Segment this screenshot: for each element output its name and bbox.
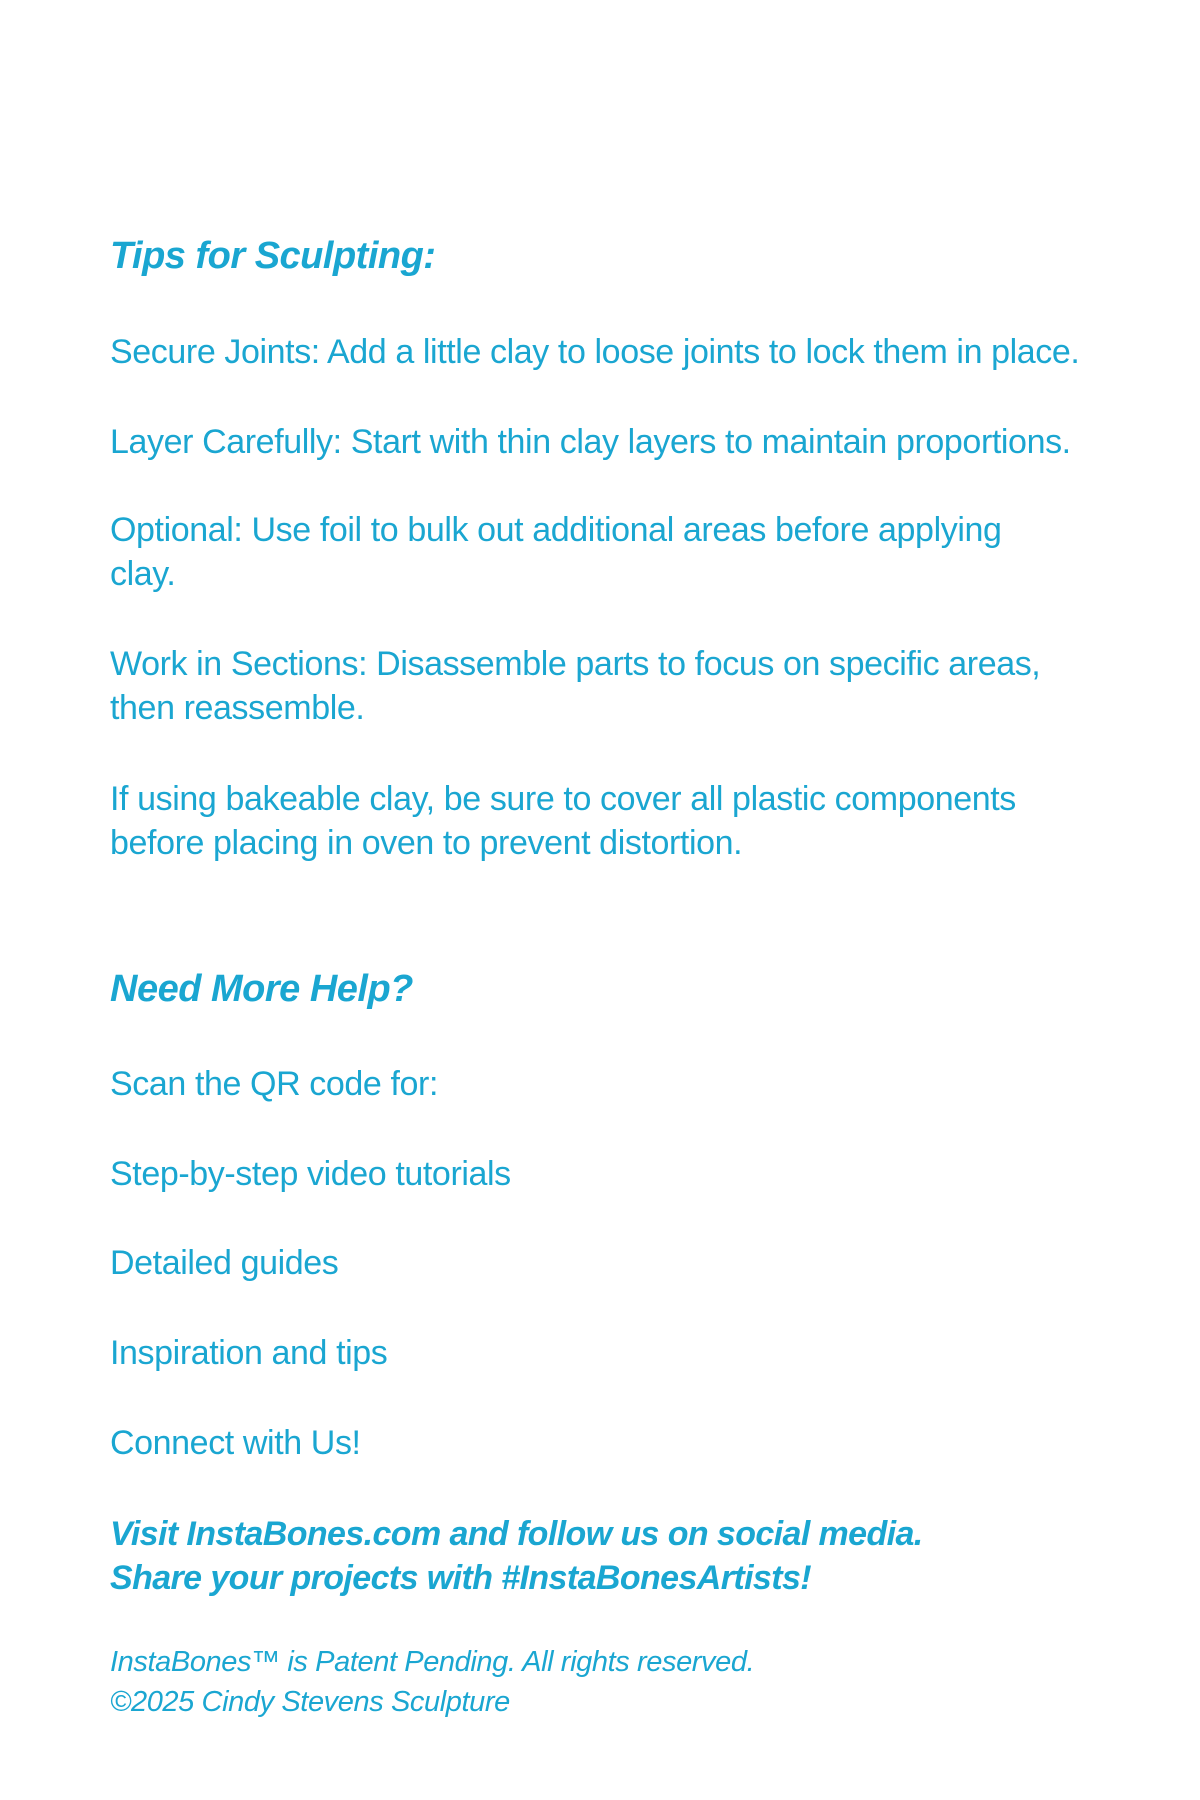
tip-optional-foil: Optional: Use foil to bulk out additional areas before applying clay.	[110, 511, 1002, 593]
call-to-action	[110, 1512, 923, 1600]
patent-notice: InstaBones™ is Patent Pending. All rights reserved.	[110, 1646, 755, 1678]
help-item-detailed-guides: Detailed guides	[110, 1244, 339, 1282]
tip-work-in-sections: Work in Sections: Disassemble parts to focus on specific areas, then reassemble.	[110, 645, 1041, 727]
tip-secure-joints: Secure Joints: Add a little clay to loose joints to lock them in place.	[110, 333, 1080, 371]
cta-share-line: Share your projects with #InstaBonesArtists!	[110, 1559, 811, 1597]
help-item-video-tutorials: Step-by-step video tutorials	[110, 1155, 511, 1193]
help-item-inspiration: Inspiration and tips	[110, 1334, 388, 1372]
tip-layer-carefully: Layer Carefully: Start with thin clay layers to maintain proportions.	[110, 423, 1071, 461]
copyright-notice: ©2025 Cindy Stevens Sculpture	[110, 1686, 510, 1718]
legal-notice	[110, 1642, 754, 1722]
tips-heading: Tips for Sculpting:	[110, 235, 436, 277]
help-intro: Scan the QR code for:	[110, 1065, 438, 1103]
tip-bakeable-clay: If using bakeable clay, be sure to cover all plastic components before placing in oven to prevent distortion.	[110, 780, 1016, 862]
cta-visit-line: Visit InstaBones.com and follow us on social media.	[110, 1515, 923, 1553]
help-heading: Need More Help?	[110, 968, 413, 1010]
help-item-connect: Connect with Us!	[110, 1424, 361, 1462]
